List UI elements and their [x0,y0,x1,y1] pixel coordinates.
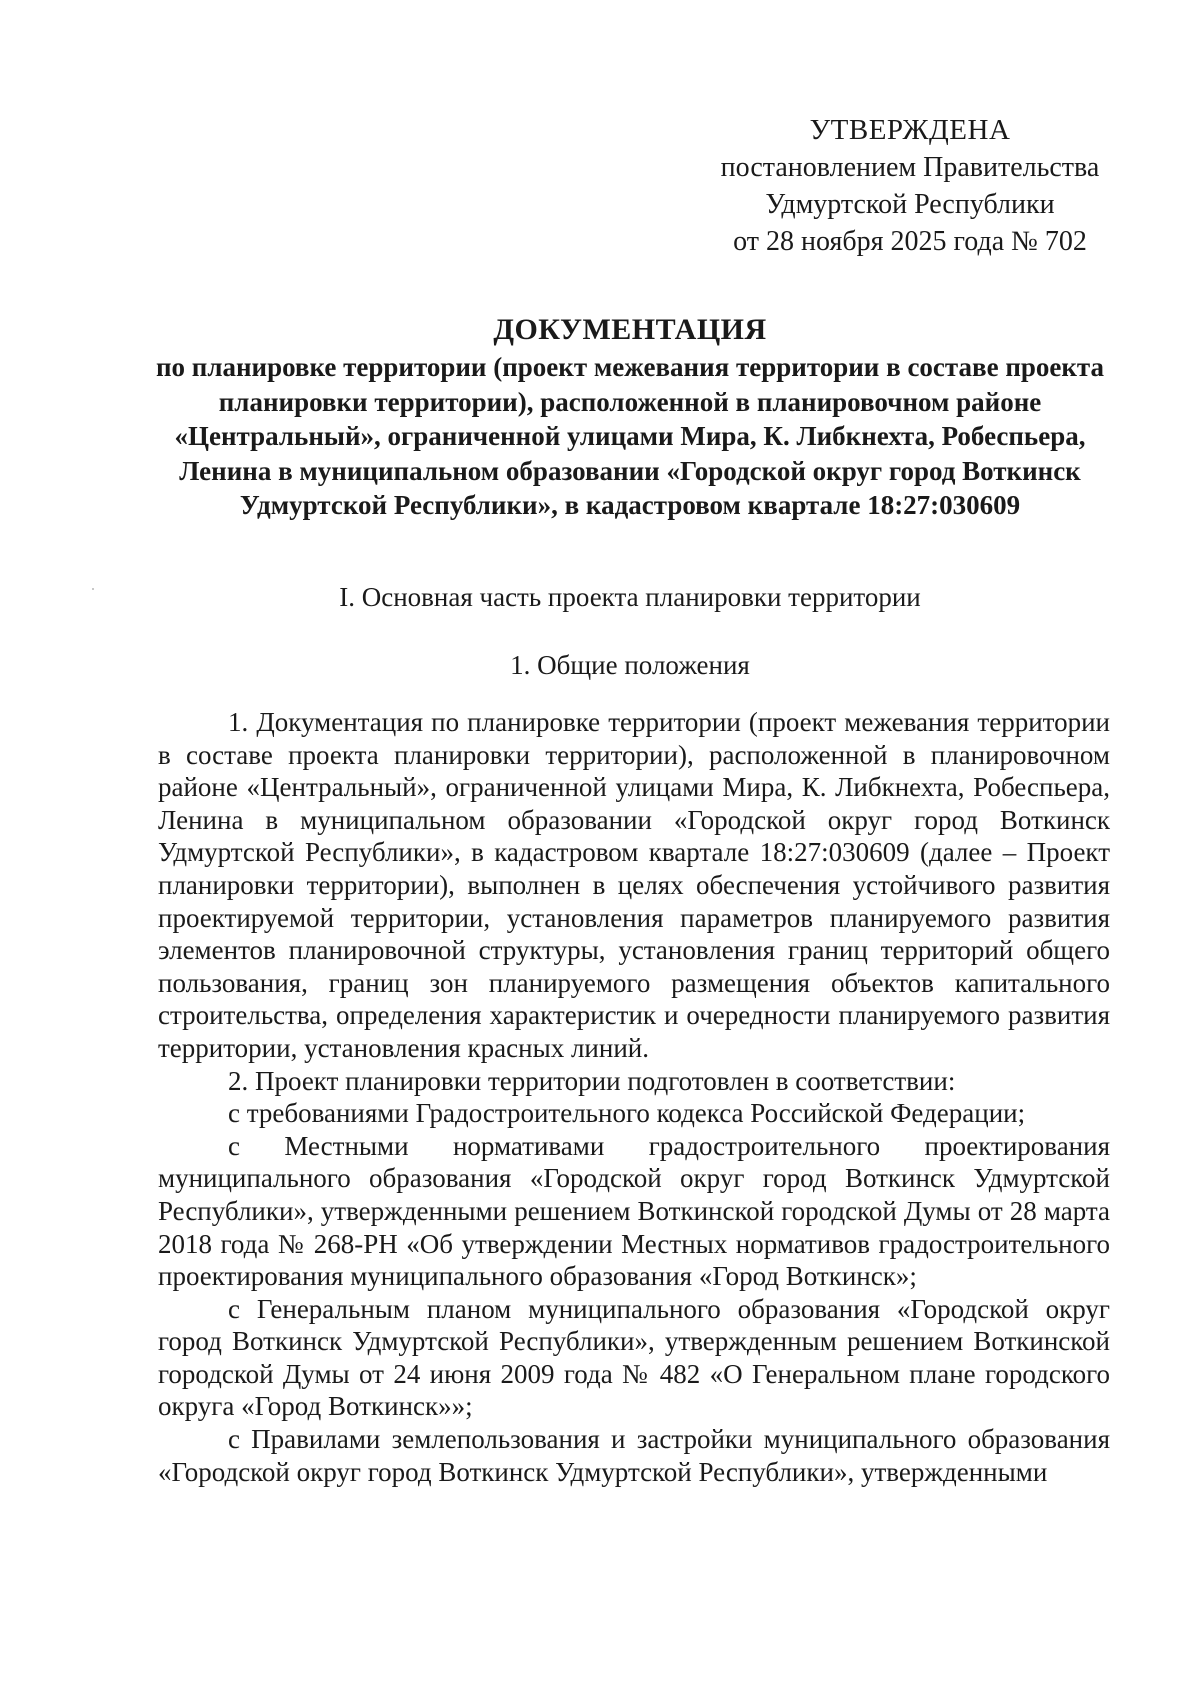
approval-line-3: от 28 ноября 2025 года № 702 [733,226,1087,257]
section-title: I. Основная часть проекта планировки территории [339,582,921,612]
paragraph-2: 2. Проект планировки территории подготовлен в соответствии: [228,1065,956,1096]
approval-line-2: Удмуртской Республики [765,189,1055,220]
paragraph-5: с Генеральным планом муниципального образования «Городской округ город Воткинск Удмуртской Республики», утвержденным решением Воткинской городской Думы от 24 июня 2009 года № 482 «О Генеральном плане городского округа «Город Воткинск»»; [158,1293,1110,1422]
scan-artifact [92,588,94,590]
paragraph-1: 1. Документация по планировке территории (проект межевания территории в составе проекта планировки территории), расположенной в планировочном районе «Центральный», ограниченной улицами Мира, К. Либкнехта, Робеспьера, Ленина в муниципальном образовании «Городской округ город Воткинск Удмуртской Республики», в кадастровом квартале 18:27:030609 (далее – Проект планировки территории), выполнен в целях обеспечения устойчивого развития проектируемой территории, установления параметров планируемого развития элементов планировочной структуры, установления границ территорий общего пользования, границ зон планируемого размещения объектов капитального строительства, определения характеристик и очередности планируемого развития территории, установления красных линий. [158,707,1110,1063]
paragraph-6: с Правилами землепользования и застройки муниципального образования «Городской округ город Воткинск Удмуртской Республики», утвержденными [158,1424,1110,1487]
document-heading [150,310,1110,523]
document-title: ДОКУМЕНТАЦИЯ [493,313,767,346]
approval-title: УТВЕРЖДЕНА [809,114,1011,146]
approval-stamp [700,112,1120,260]
body-text [158,706,1110,1488]
approval-line-1: постановлением Правительства [720,152,1100,183]
subsection-title: 1. Общие положения [510,650,750,680]
paragraph-3: с требованиями Градостроительного кодекса Российской Федерации; [228,1098,1026,1129]
paragraph-4: с Местными нормативами градостроительного проектирования муниципального образования «Городской округ город Воткинск Удмуртской Республики», утвержденными решением Воткинской городской Думы от 28 марта 2018 года № 268-РН «Об утверждении Местных нормативов градостроительного проектирования муниципального образования «Город Воткинск»; [158,1130,1110,1292]
document-subtitle: по планировке территории (проект межевания территории в составе проекта планировки территории), расположенной в планировочном районе «Центральный», ограниченной улицами Мира, К. Либкнехта, Робеспьера, Ленина в муниципальном образовании «Городской округ город Воткинск Удмуртской Республики», в кадастровом квартале 18:27:030609 [155,352,1105,520]
